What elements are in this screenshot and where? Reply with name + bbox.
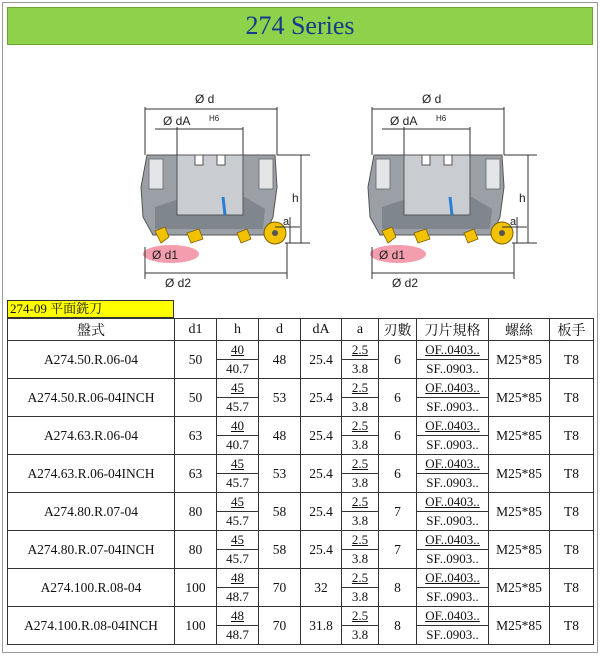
teeth-cell: 6: [379, 379, 417, 417]
a-cell-alt: 3.8: [342, 588, 379, 607]
d1-cell: 80: [175, 493, 217, 531]
h-cell: 40: [217, 417, 259, 436]
insert-cell-alt: SF..0903..: [417, 360, 489, 379]
dA-cell: 25.4: [301, 417, 342, 455]
h-cell: 45: [217, 379, 259, 398]
d-cell: 53: [259, 455, 301, 493]
insert-cell: OF..0403..: [417, 569, 489, 588]
label-a: a: [283, 216, 290, 228]
model-cell: A274.80.R.07-04: [8, 493, 175, 531]
model-cell: A274.100.R.08-04: [8, 569, 175, 607]
model-cell: A274.50.R.06-04INCH: [8, 379, 175, 417]
insert-cell: OF..0403..: [417, 379, 489, 398]
screw-cell: M25*85: [489, 493, 550, 531]
insert-cell: OF..0403..: [417, 493, 489, 512]
insert-cell: OF..0403..: [417, 531, 489, 550]
dA-cell: 25.4: [301, 379, 342, 417]
d-cell: 70: [259, 607, 301, 645]
wrench-cell: T8: [550, 417, 594, 455]
wrench-cell: T8: [550, 607, 594, 645]
a-cell: 2.5: [342, 379, 379, 398]
a-cell-alt: 3.8: [342, 360, 379, 379]
model-cell: A274.63.R.06-04: [8, 417, 175, 455]
header-d: d: [259, 319, 301, 341]
table-section-label: 274-09 平面銑刀: [7, 300, 174, 318]
bore-section: [177, 155, 243, 215]
header-model: 盤式: [8, 319, 175, 341]
model-cell: A274.80.R.07-04INCH: [8, 531, 175, 569]
a-cell: 2.5: [342, 493, 379, 512]
d-cell: 53: [259, 379, 301, 417]
wrench-cell: T8: [550, 569, 594, 607]
table-row: [8, 569, 594, 588]
screw-cell: M25*85: [489, 341, 550, 379]
keyway-slot: [422, 155, 430, 165]
label-d1: Ø d1: [152, 248, 179, 262]
shoulder-highlight: [376, 159, 390, 189]
h-cell-alt: 40.7: [217, 436, 259, 455]
d-cell: 58: [259, 493, 301, 531]
label-dA-tolerance: H6: [209, 114, 220, 123]
d-cell: 58: [259, 531, 301, 569]
d1-cell: 63: [175, 455, 217, 493]
h-cell-alt: 48.7: [217, 588, 259, 607]
bore-section: [404, 155, 470, 215]
dA-cell: 31.8: [301, 607, 342, 645]
teeth-cell: 7: [379, 531, 417, 569]
a-cell-alt: 3.8: [342, 436, 379, 455]
insert-cell-alt: SF..0903..: [417, 588, 489, 607]
h-cell-alt: 45.7: [217, 398, 259, 417]
header-insert: 刀片規格: [417, 319, 489, 341]
a-cell-alt: 3.8: [342, 512, 379, 531]
wrench-cell: T8: [550, 531, 594, 569]
shoulder-highlight: [149, 159, 163, 189]
d-cell: 70: [259, 569, 301, 607]
label-d: Ø d: [195, 92, 215, 106]
h-cell-alt: 45.7: [217, 550, 259, 569]
cutter-diagram-right: [352, 47, 537, 297]
wrench-cell: T8: [550, 493, 594, 531]
h-cell: 48: [217, 607, 259, 626]
diagram-area: [7, 47, 593, 299]
header-wrench: 板手: [550, 319, 594, 341]
a-cell: 2.5: [342, 455, 379, 474]
label-d2: Ø d2: [392, 276, 419, 290]
table-body: [8, 341, 594, 645]
a-cell-alt: 3.8: [342, 550, 379, 569]
label-dA-tolerance: H6: [436, 114, 447, 123]
insert-screw: [499, 230, 505, 236]
screw-cell: M25*85: [489, 379, 550, 417]
d1-cell: 100: [175, 569, 217, 607]
table-header-row: [8, 319, 594, 341]
a-cell: 2.5: [342, 607, 379, 626]
d1-cell: 100: [175, 607, 217, 645]
insert-cell-alt: SF..0903..: [417, 512, 489, 531]
screw-cell: M25*85: [489, 569, 550, 607]
header-dA: dA: [301, 319, 342, 341]
h-cell-alt: 48.7: [217, 626, 259, 645]
dA-cell: 25.4: [301, 493, 342, 531]
insert-cell-alt: SF..0903..: [417, 626, 489, 645]
header-screw: 螺絲: [489, 319, 550, 341]
h-cell-alt: 45.7: [217, 474, 259, 493]
label-dA: Ø dA: [390, 114, 418, 128]
insert-cell-alt: SF..0903..: [417, 398, 489, 417]
a-cell: 2.5: [342, 341, 379, 360]
label-dA: Ø dA: [163, 114, 191, 128]
table-row: [8, 531, 594, 550]
teeth-cell: 6: [379, 455, 417, 493]
teeth-cell: 6: [379, 417, 417, 455]
table-row: [8, 379, 594, 398]
header-a: a: [342, 319, 379, 341]
table-row: [8, 341, 594, 360]
label-d: Ø d: [422, 92, 442, 106]
dA-cell: 25.4: [301, 341, 342, 379]
a-cell: 2.5: [342, 417, 379, 436]
h-cell: 48: [217, 569, 259, 588]
d1-cell: 50: [175, 341, 217, 379]
shoulder-highlight: [486, 159, 500, 189]
shoulder-highlight: [259, 159, 273, 189]
insert-cell-alt: SF..0903..: [417, 436, 489, 455]
spec-table: [7, 318, 594, 645]
label-h: h: [292, 191, 299, 205]
teeth-cell: 8: [379, 607, 417, 645]
a-cell: 2.5: [342, 569, 379, 588]
model-cell: A274.100.R.08-04INCH: [8, 607, 175, 645]
a-cell: 2.5: [342, 531, 379, 550]
d1-cell: 63: [175, 417, 217, 455]
h-cell-alt: 45.7: [217, 512, 259, 531]
h-cell: 45: [217, 493, 259, 512]
dA-cell: 32: [301, 569, 342, 607]
cutter-diagram-left: [125, 47, 310, 297]
dA-cell: 25.4: [301, 455, 342, 493]
a-cell-alt: 3.8: [342, 626, 379, 645]
insert-screw: [272, 230, 278, 236]
header-h: h: [217, 319, 259, 341]
screw-cell: M25*85: [489, 455, 550, 493]
a-cell-alt: 3.8: [342, 398, 379, 417]
insert-cell: OF..0403..: [417, 455, 489, 474]
d1-cell: 80: [175, 531, 217, 569]
wrench-cell: T8: [550, 341, 594, 379]
insert-cell-alt: SF..0903..: [417, 474, 489, 493]
label-h: h: [519, 191, 526, 205]
dA-cell: 25.4: [301, 531, 342, 569]
coolant-channel: [450, 197, 452, 215]
label-a: a: [510, 216, 517, 228]
coolant-channel: [223, 197, 225, 215]
wrench-cell: T8: [550, 379, 594, 417]
insert-cell-alt: SF..0903..: [417, 550, 489, 569]
table-row: [8, 493, 594, 512]
series-title: 274 Series: [7, 7, 593, 45]
teeth-cell: 8: [379, 569, 417, 607]
keyway-slot: [195, 155, 203, 165]
h-cell-alt: 40.7: [217, 360, 259, 379]
a-cell-alt: 3.8: [342, 474, 379, 493]
model-cell: A274.63.R.06-04INCH: [8, 455, 175, 493]
model-cell: A274.50.R.06-04: [8, 341, 175, 379]
table-row: [8, 607, 594, 626]
header-teeth: 刃數: [379, 319, 417, 341]
table-row: [8, 455, 594, 474]
screw-cell: M25*85: [489, 607, 550, 645]
label-d1: Ø d1: [379, 248, 406, 262]
catalog-page: [2, 2, 598, 653]
teeth-cell: 7: [379, 493, 417, 531]
header-d1: d1: [175, 319, 217, 341]
insert-cell: OF..0403..: [417, 341, 489, 360]
insert-cell: OF..0403..: [417, 417, 489, 436]
keyway-slot: [217, 155, 225, 165]
d-cell: 48: [259, 417, 301, 455]
label-d2: Ø d2: [165, 276, 192, 290]
h-cell: 45: [217, 455, 259, 474]
wrench-cell: T8: [550, 455, 594, 493]
table-row: [8, 417, 594, 436]
d1-cell: 50: [175, 379, 217, 417]
screw-cell: M25*85: [489, 531, 550, 569]
h-cell: 40: [217, 341, 259, 360]
d-cell: 48: [259, 341, 301, 379]
keyway-slot: [444, 155, 452, 165]
teeth-cell: 6: [379, 341, 417, 379]
screw-cell: M25*85: [489, 417, 550, 455]
h-cell: 45: [217, 531, 259, 550]
insert-cell: OF..0403..: [417, 607, 489, 626]
